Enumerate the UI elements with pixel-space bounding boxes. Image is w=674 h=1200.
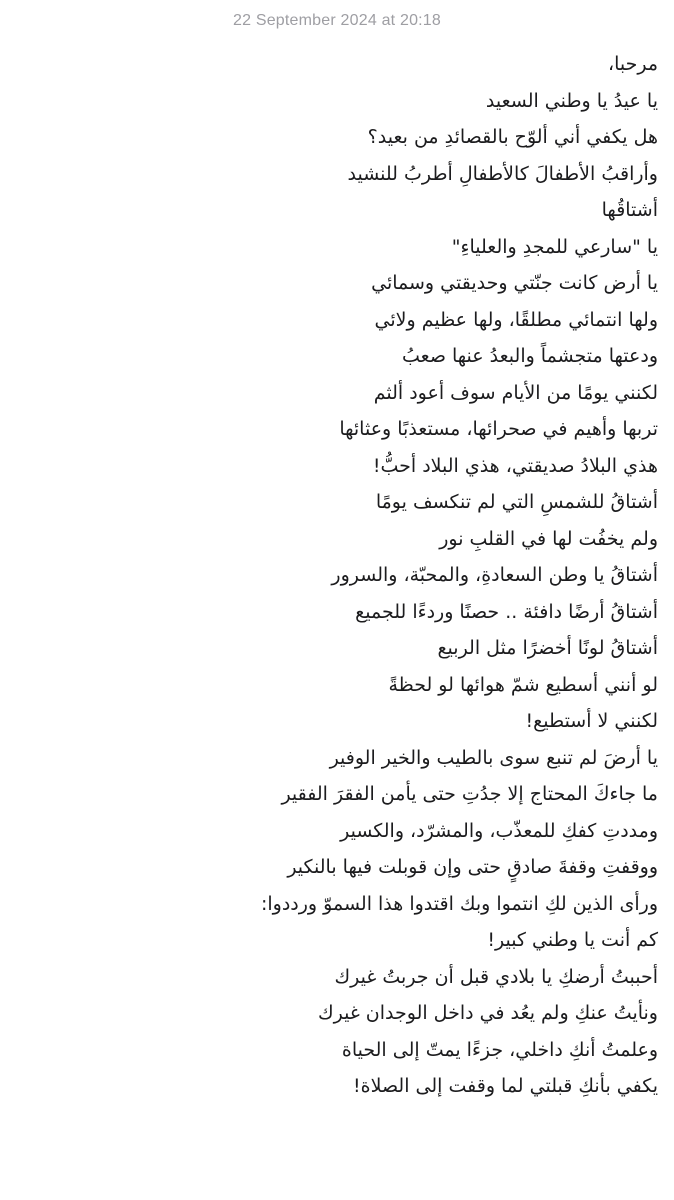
note-line: مرحبا، — [607, 53, 658, 75]
note-line: يكفي بأنكِ قبلتي لما وقفت إلى الصلاة! — [353, 1075, 658, 1097]
note-line: ولم يخفُت لها في القلبِ نور — [439, 527, 658, 550]
note-line: ودعتها متجشماً والبعدُ عنها صعبُ — [402, 345, 658, 367]
note-line: أشتاقُ أرضًا دافئة .. حصنًا وردءًا للجميع — [355, 600, 658, 623]
note-line: أشتاقُ للشمسِ التي لم تنكسف يومًا — [375, 491, 658, 513]
note-line: وأراقبُ الأطفالَ كالأطفالِ أطربُ للنشيد — [347, 162, 658, 185]
note-line: أشتاقُ لونًا أخضرًا مثل الربيع — [437, 637, 658, 659]
note-line: يا أرض كانت جنّتي وحديقتي وسمائي — [371, 272, 658, 294]
note-line: تربها وأهيم في صحرائها، مستعذبًا وعثائها — [339, 418, 658, 440]
note-line: هل يكفي أني ألوّح بالقصائدِ من بعيد؟ — [367, 126, 658, 148]
note-line: أحببتُ أرضكِ يا بلادي قبل أن جربتُ غيرك — [334, 965, 658, 988]
note-line: يا أرضَ لم تنبع سوى بالطيب والخير الوفير — [329, 746, 658, 769]
note-line: ونأيتُ عنكِ ولم يعُد في داخل الوجدان غيرك — [317, 1002, 658, 1024]
note-line: هذي البلادُ صديقتي، هذي البلاد أحبُّ! — [372, 454, 658, 477]
note-line: أشتاقُ يا وطن السعادةِ، والمحبّة، والسرور — [331, 564, 658, 586]
note-timestamp: 22 September 2024 at 20:18 — [232, 12, 442, 29]
note-line: أشتاقُها — [601, 199, 658, 221]
note-line: كم أنت يا وطني كبير! — [487, 929, 658, 951]
note-line: ومددتِ كفكِ للمعذّب، والمشرّد، والكسير — [340, 819, 658, 842]
note-line: ووقفتِ وقفةَ صادقٍ حتى وإن قوبلت فيها بالنكير — [287, 856, 658, 878]
note-line: لكنني يومًا من الأيام سوف أعود ألثم — [373, 381, 658, 404]
note-line: لو أنني أسطيع شمّ هوائها لو لحظةً — [388, 673, 658, 696]
note-body[interactable] — [8, 46, 658, 1105]
note-line: وعلمتُ أنكِ داخلي، جزءًا يمتّ إلى الحياة — [341, 1038, 658, 1061]
note-line: يا "سارعي للمجدِ والعلياءِ" — [451, 235, 658, 258]
note-line: ما جاءكَ المحتاج إلا جدُتِ حتى يأمن الفقرَ الفقير — [281, 783, 658, 805]
note-line: لكنني لا أستطيع! — [525, 710, 658, 732]
note-line: ولها انتمائي مطلقًا، ولها عظيم ولائي — [374, 308, 658, 331]
note-line: يا عيدُ يا وطني السعيد — [485, 89, 658, 112]
note-line: ورأى الذين لكِ انتموا وبك اقتدوا هذا السموّ ورددوا: — [260, 892, 658, 915]
